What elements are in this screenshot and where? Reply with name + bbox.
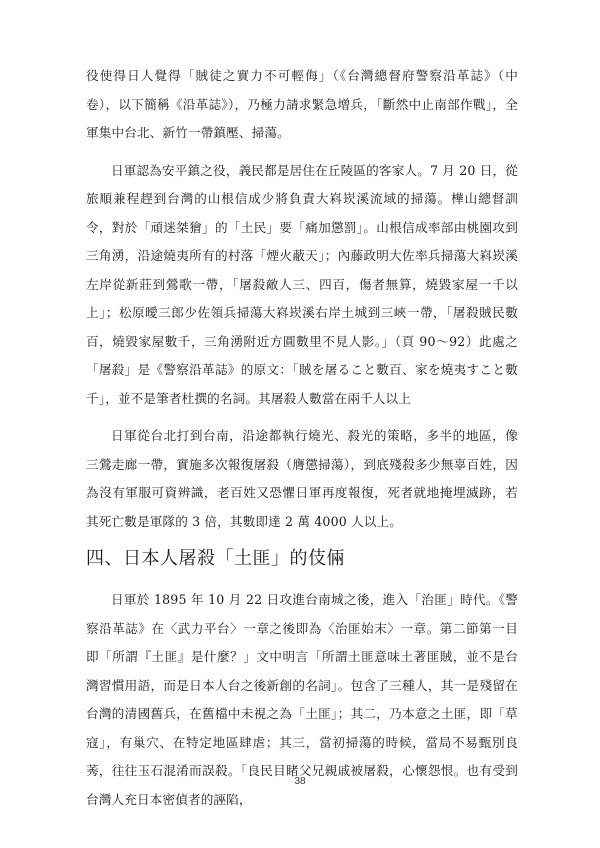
paragraph-2: 日軍認為安平鎮之役，義民都是居住在丘陵區的客家人。7 月 20 日，從旅順兼程趕到台灣的山根信成少將負責大嵙崁溪流域的掃蕩。樺山總督訓令，對於「頑迷桀獪」的「土民」要「痛加懲罰」。山根信成率部由桃園攻到三角湧，沿途燒夷所有的村落「煙火蔽天」；內藤政明大佐率兵掃蕩大嵙崁溪左岸從新莊到鶯歌一帶，「屠殺敵人三、四百，傷者無算，燒毀家屋一千以上」；松原曖三郎少佐領兵掃蕩大嵙崁溪右岸土城到三峽一帶，「屠殺賊民數百，燒毀家屋數千，三角湧附近方圓數里不見人影。」（頁 90～92）此處之「屠殺」是《警察沿革誌》的原文：「賊を屠ること數百、家を燒夷すこと數千」，並不是筆者杜撰的名詞。其屠殺人數當在兩千人以上 xyxy=(86,162,518,406)
paragraph-3: 日軍從台北打到台南，沿途都執行燒光、殺光的策略，多半的地區，像三鶯走廊一帶，實施多次報復屠殺（膺懲掃蕩），到底殘殺多少無辜百姓，因為沒有軍服可資辨識，老百姓又恐懼日軍再度報復，死者就地掩埋滅跡，若其死亡數是軍隊的 3 倍，其數即達 2 萬 4000 人以上。 xyxy=(86,428,518,529)
paragraph-4: 日軍於 1895 年 10 月 22 日攻進台南城之後，進入「治匪」時代。《警察沿革誌》在〈武力平台〉一章之後即為〈治匪始末〉一章。第二節第一目即「所謂『土匪』是什麼？」文中明言「所謂土匪意味土著匪賊，並不是台灣習慣用語，而是日本人台之後新創的名詞」。包含了三種人，其一是殘留在台灣的清國舊兵，在舊檔中未視之為「土匪」；其二，乃本意之土匪，即「草寇」，有巢穴、在特定地區肆虐；其三，當初掃蕩的時候，當局不易甄別良莠，往往玉石混淆而誤殺。「良民目睹父兄親戚被屠殺，心懷怨恨。也有受到台灣人充日本密偵者的誣陷， xyxy=(86,592,518,807)
page-content xyxy=(86,62,518,823)
paragraph-1: 役使得日人覺得「賊徒之實力不可輕侮」（《台灣總督府警察沿革誌》（中卷），以下簡稱《沿革誌》），乃極力請求緊急增兵，「斷然中止南部作戰」，全軍集中台北、新竹一帶鎮壓、掃蕩。 xyxy=(86,68,518,140)
section-heading: 四、日本人屠殺「土匪」的伎倆 xyxy=(86,548,345,569)
page-number: 38 xyxy=(294,776,306,787)
